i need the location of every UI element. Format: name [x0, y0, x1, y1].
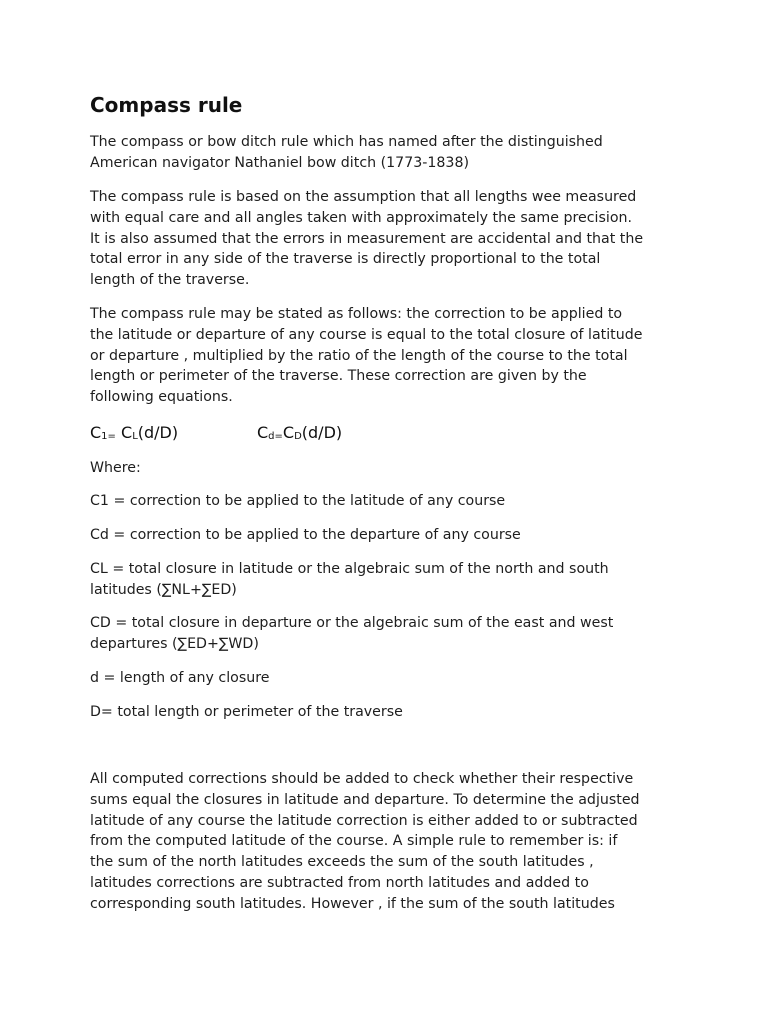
latitude-correction-equation: [90, 422, 178, 444]
formula-symbol: C: [257, 423, 269, 442]
formula-subscript: L: [132, 431, 138, 442]
definition-d-big: [90, 702, 690, 723]
document-title: Compass rule: [90, 93, 243, 117]
text-line: d = length of any closure: [90, 670, 270, 686]
definition-cl: [90, 559, 690, 601]
correction-equations: [90, 422, 690, 446]
text-line: length of the traverse.: [90, 272, 250, 289]
text-line: Where:: [90, 460, 141, 476]
formula-subscript: 1=: [101, 431, 116, 442]
text-line: It is also assumed that the errors in measurement are accidental and that the: [90, 230, 644, 247]
definition-cd-total: [90, 613, 690, 655]
formula-symbol: C: [90, 423, 102, 442]
assumption-paragraph: [90, 187, 690, 291]
departure-correction-equation: [257, 422, 342, 444]
text-line: length or perimeter of the traverse. These correction are given by the: [90, 368, 587, 385]
text-line: C1 = correction to be applied to the latitude of any course: [90, 493, 506, 509]
text-line: the sum of the north latitudes exceeds the sum of the south latitudes ,: [90, 854, 594, 871]
text-line: with equal care and all angles taken with approximately the same precision.: [90, 209, 633, 226]
text-line: CD = total closure in departure or the algebraic sum of the east and west: [90, 615, 614, 631]
text-line: American navigator Nathaniel bow ditch (1773-1838): [90, 154, 470, 171]
formula-ratio: (d/D): [301, 423, 343, 442]
text-line: CL = total closure in latitude or the algebraic sum of the north and south: [90, 561, 609, 577]
text-line: Cd = correction to be applied to the departure of any course: [90, 527, 521, 543]
intro-paragraph: [90, 132, 690, 174]
text-line: The compass rule may be stated as follows: the correction to be applied to: [90, 306, 623, 322]
text-line: the latitude or departure of any course is equal to the total closure of latitude: [90, 326, 643, 343]
text-line: D= total length or perimeter of the traverse: [90, 704, 403, 720]
text-line: latitudes corrections are subtracted from north latitudes and added to: [90, 874, 589, 891]
statement-paragraph: [90, 304, 690, 408]
formula-symbol: C: [282, 423, 295, 442]
text-line: The compass rule is based on the assumption that all lengths wee measured: [90, 189, 637, 205]
text-line: latitude of any course the latitude correction is either added to or subtracted: [90, 812, 638, 829]
text-line: or departure , multiplied by the ratio of the length of the course to the total: [90, 347, 628, 364]
where-label: [90, 458, 690, 479]
final-paragraph: [90, 769, 690, 915]
text-line: The compass or bow ditch rule which has named after the distinguished: [90, 134, 603, 150]
text-line: following equations.: [90, 389, 233, 406]
formula-symbol: C: [121, 423, 133, 442]
formula-subscript: D: [294, 431, 302, 442]
text-line: latitudes (∑NL+∑ED): [90, 581, 237, 598]
text-line: corresponding south latitudes. However , if the sum of the south latitudes: [90, 895, 615, 912]
text-line: departures (∑ED+∑WD): [90, 635, 259, 652]
text-line: All computed corrections should be added to check whether their respective: [90, 771, 634, 787]
definition-d-small: [90, 668, 690, 689]
formula-ratio: (d/D): [137, 423, 179, 442]
text-line: sums equal the closures in latitude and departure. To determine the adjusted: [90, 791, 640, 808]
formula-subscript: d=: [268, 431, 283, 442]
text-line: from the computed latitude of the course. A simple rule to remember is: if: [90, 833, 618, 850]
definition-cd: [90, 525, 690, 546]
text-line: total error in any side of the traverse is directly proportional to the total: [90, 251, 601, 268]
definition-c1: [90, 491, 690, 512]
